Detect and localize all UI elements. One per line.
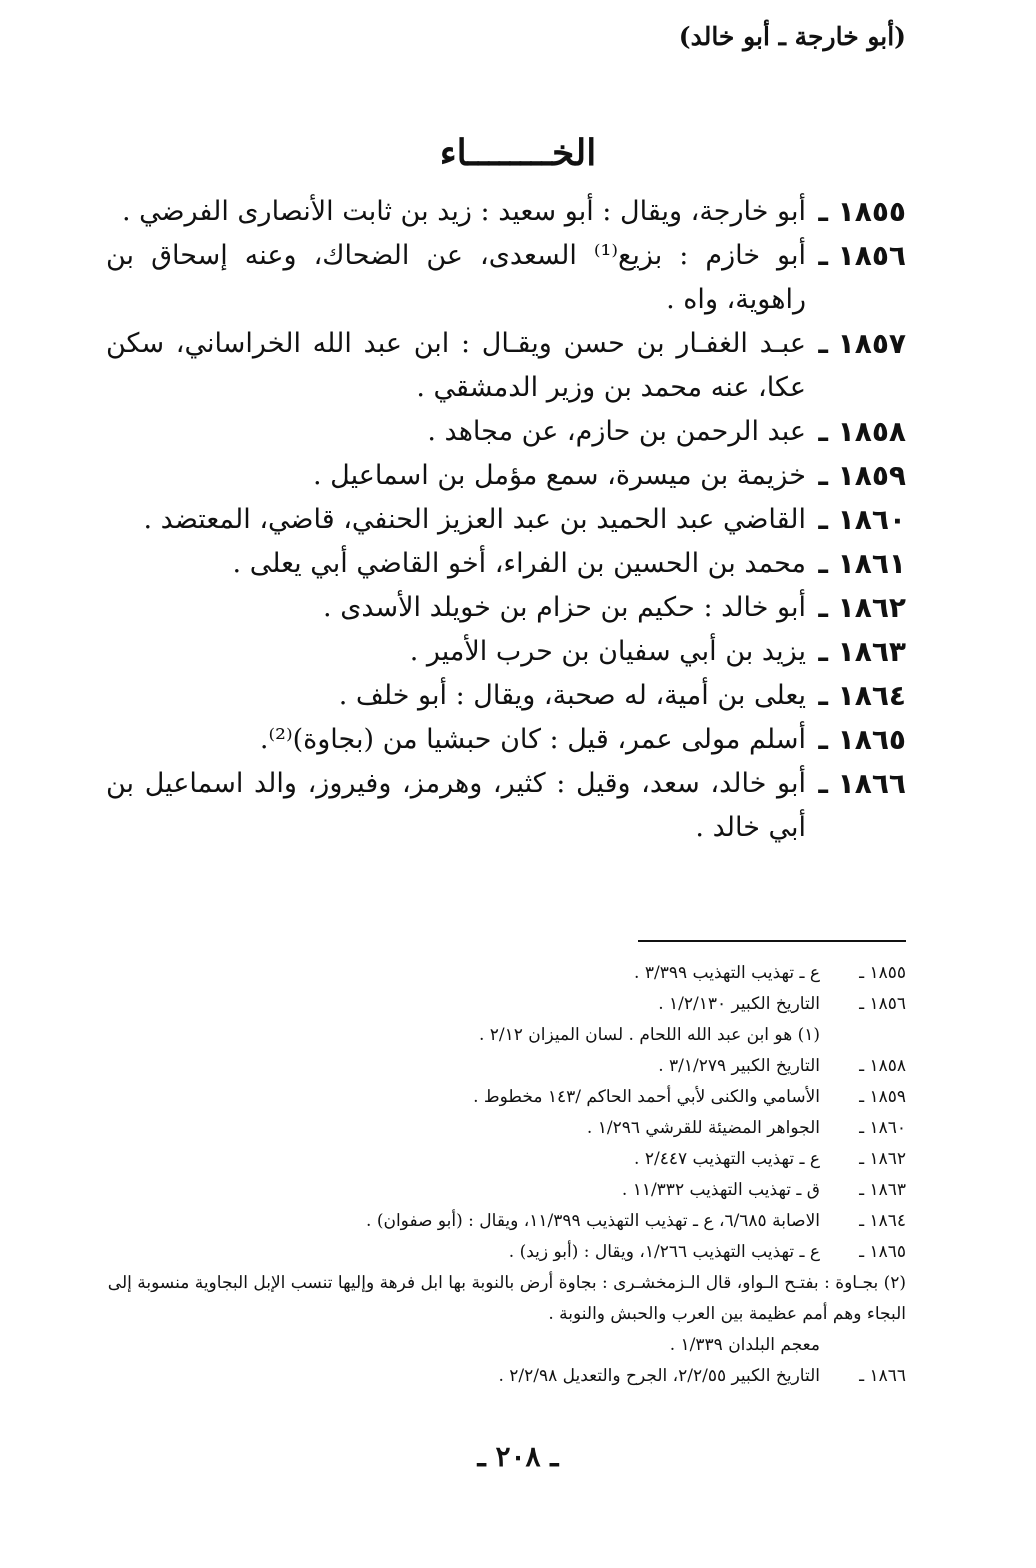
footnote (106, 1206, 906, 1237)
entry-number: ١٨٥٧ ـ (818, 327, 906, 360)
footnote-text: التاريخ الكبير ١/٢/١٣٠ . (658, 994, 820, 1014)
entry (106, 586, 906, 630)
entry (106, 410, 906, 454)
footnote (106, 1144, 906, 1175)
entry-number: ١٨٥٨ ـ (818, 415, 906, 448)
entry-number: ١٨٥٩ ـ (818, 459, 906, 492)
entry (106, 542, 906, 586)
entry-text: عبـد الغفـار بن حسن ويقـال : ابن عبد الله الخراساني، سكن عكا، عنه محمد بن وزير الدمشقي . (106, 328, 806, 403)
entry-text: عبد الرحمن بن حازم، عن مجاهد . (427, 416, 806, 447)
entry (106, 762, 906, 850)
entry (106, 630, 906, 674)
entry-number: ١٨٦٥ ـ (818, 723, 906, 756)
entry-number: ١٨٥٥ ـ (818, 195, 906, 228)
entry (106, 674, 906, 718)
footnote (106, 1082, 906, 1113)
entry (106, 322, 906, 410)
footnote-text: الجواهر المضيئة للقرشي ١/٢٩٦ . (586, 1118, 820, 1138)
footnote-text: ق ـ تهذيب التهذيب ١١/٣٣٢ . (621, 1180, 820, 1200)
entry (106, 190, 906, 234)
page-number: ـ ٢٠٨ ـ (477, 1440, 559, 1473)
footnote-text: (١) هو ابن عبد الله اللحام . لسان الميزان ٢/١٢ . (478, 1025, 820, 1045)
entry-text: أبو خالد، سعد، وقيل : كثير، وهرمز، وفيروز، والد اسماعيل بن أبي خالد . (106, 768, 806, 843)
footnote-number: ١٨٥٨ ـ (859, 1056, 906, 1076)
entry-text: يزيد بن أبي سفيان بن حرب الأمير . (409, 636, 806, 667)
footnote-text: الاصابة ٦/٦٨٥، ع ـ تهذيب التهذيب ١١/٣٩٩، ويقال : (أبو صفوان) . (366, 1211, 820, 1231)
entry (106, 454, 906, 498)
footnote-number: ١٨٥٦ ـ (859, 994, 906, 1014)
footnotes-list (106, 958, 906, 1392)
footnote-number: ١٨٦٣ ـ (859, 1180, 906, 1200)
footnote-text: التاريخ الكبير ٣/١/٢٧٩ . (658, 1056, 820, 1076)
footnote-text: ع ـ تهذيب التهذيب ٣/٣٩٩ . (634, 963, 820, 983)
entry-text: خزيمة بن ميسرة، سمع مؤمل بن اسماعيل . (312, 460, 806, 491)
entries-list (106, 190, 906, 850)
entry-number: ١٨٦١ ـ (818, 547, 906, 580)
footnote-text: ع ـ تهذيب التهذيب ٢/٤٤٧ . (634, 1149, 820, 1169)
entry (106, 498, 906, 542)
entry (106, 234, 906, 322)
footnote-text: معجم البلدان ١/٣٣٩ . (669, 1335, 820, 1355)
footnote-number: ١٨٦٢ ـ (859, 1149, 906, 1169)
entry-number: ١٨٦٣ ـ (818, 635, 906, 668)
footnote (106, 1113, 906, 1144)
entry-text: أبو خارجة، ويقال : أبو سعيد : زيد بن ثابت الأنصارى الفرضي . (121, 196, 806, 227)
entry-number: ١٨٦٦ ـ (818, 767, 906, 800)
footnote-text: الأسامي والكنى لأبي أحمد الحاكم /١٤٣ مخطوط . (473, 1087, 820, 1107)
entry-number: ١٨٦٠ ـ (818, 503, 906, 536)
footnote (106, 989, 906, 1020)
section-title: الخــــــــاء (439, 132, 597, 174)
entry-text: أسلم مولى عمر، قيل : كان حبشيا من (بجاوة)⁽²⁾. (259, 724, 806, 755)
footnote-number: ١٨٦٦ ـ (859, 1366, 906, 1386)
footnote (106, 958, 906, 989)
footnote-number: ١٨٦٠ ـ (859, 1118, 906, 1138)
footnote (106, 1237, 906, 1268)
footnote (106, 1361, 906, 1392)
footnote-number: ١٨٦٥ ـ (859, 1242, 906, 1262)
running-header: (أبو خارجة ـ أبو خالد) (678, 22, 906, 51)
footnote-number: ١٨٦٤ ـ (859, 1211, 906, 1231)
entry-number: ١٨٥٦ ـ (818, 239, 906, 272)
footnote (106, 1051, 906, 1082)
footnote (106, 1268, 906, 1330)
entry (106, 718, 906, 762)
footnote-text: (٢) بجـاوة : بفتـح الـواو، قال الـزمخشـرى : بجاوة أرض بالنوبة بها ابل فرهة وإليها تنسب الإبل البجاوية منسوبة إلى البجاء وهم أمم عظيمة بين العرب والحبش والنوبة . (107, 1273, 906, 1324)
footnote (106, 1330, 906, 1361)
footnote-text: ع ـ تهذيب التهذيب ١/٢٦٦، ويقال : (أبو زيد) . (508, 1242, 820, 1262)
entry-number: ١٨٦٢ ـ (818, 591, 906, 624)
entry-text: القاضي عبد الحميد بن عبد العزيز الحنفي، قاضي، المعتضد . (143, 504, 806, 535)
entry-text: أبو خازم : بزيع⁽¹⁾ السعدى، عن الضحاك، وعنه إسحاق بن راهوية، واه . (106, 240, 806, 315)
footnote (106, 1020, 906, 1051)
entry-number: ١٨٦٤ ـ (818, 679, 906, 712)
entry-text: أبو خالد : حكيم بن حزام بن خويلد الأسدى . (323, 592, 806, 623)
footnote-number: ١٨٥٩ ـ (859, 1087, 906, 1107)
entry-text: محمد بن الحسين بن الفراء، أخو القاضي أبي يعلى . (232, 548, 806, 579)
footnote-divider (638, 940, 906, 942)
footnote (106, 1175, 906, 1206)
footnote-text: التاريخ الكبير ٢/٢/٥٥، الجرح والتعديل ٢/٢/٩٨ . (498, 1366, 820, 1386)
entry-text: يعلى بن أمية، له صحبة، ويقال : أبو خلف . (338, 680, 806, 711)
footnote-number: ١٨٥٥ ـ (859, 963, 906, 983)
